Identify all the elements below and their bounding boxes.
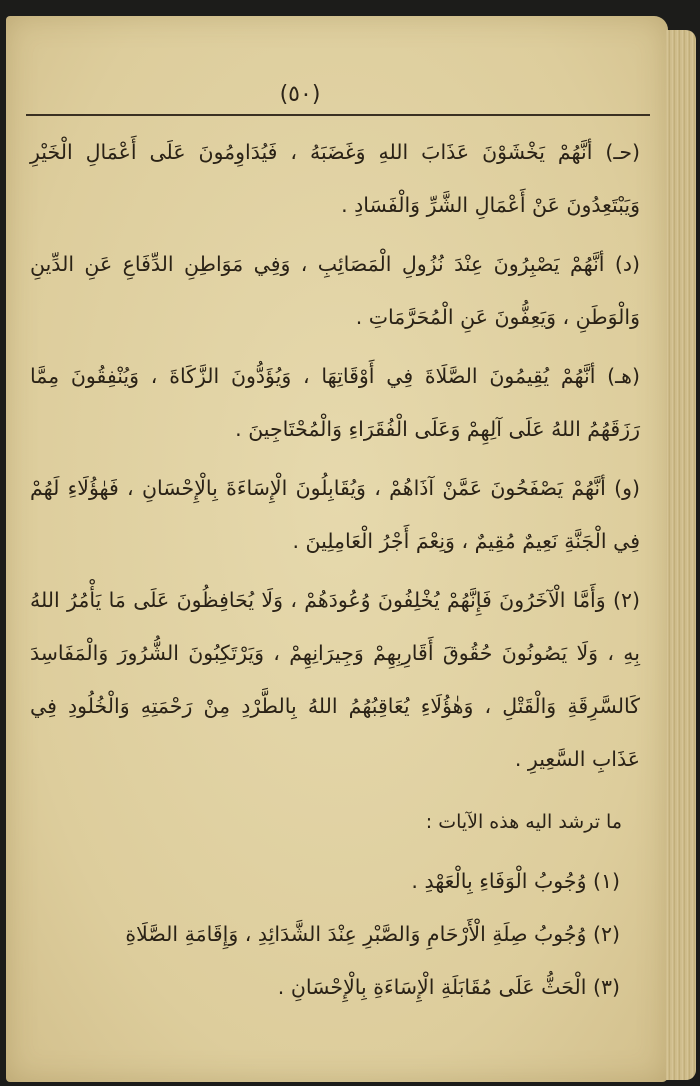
page-stack-edge: [666, 30, 696, 1080]
lesson-item-1: (١) وُجُوبُ الْوَفَاءِ بِالْعَهْدِ .: [411, 869, 620, 893]
lesson-item-2: (٢) وُجُوبُ صِلَةِ الْأَرْحَامِ وَالصَّبْرِ عِنْدَ الشَّدَائِدِ ، وَإِقَامَةِ الصَّلَاةِ: [125, 922, 620, 946]
paragraph-he: (هـ) أنَّهُمْ يُقِيمُونَ الصَّلَاةَ فِي أَوْقَاتِهَا ، وَيُؤَدُّونَ الزَّكَاةَ ، وَيُنْفِقُونَ مِمَّا رَزَقَهُمُ اللهُ عَلَى آلِهِمْ وَعَلَى الْفُقَرَاءِ وَالْمُحْتَاجِينَ .: [30, 364, 640, 441]
paragraph-ha: (حـ) أنَّهُمْ يَخْشَوْنَ عَذَابَ اللهِ وَغَضَبَهُ ، فَيُدَاوِمُونَ عَلَى أَعْمَالِ الْخَيْرِ وَيَبْتَعِدُونَ عَنْ أَعْمَالِ الشَّرِّ وَالْفَسَادِ .: [30, 140, 640, 217]
paragraph-waw: (و) أنَّهُمْ يَصْفَحُونَ عَمَّنْ آذَاهُمْ ، وَيُقَابِلُونَ الْإِسَاءَةَ بِالْإِحْسَانِ ، فَهٰؤُلَاءِ لَهُمْ فِي الْجَنَّةِ نَعِيمٌ مُقِيمٌ ، وَنِعْمَ أَجْرُ الْعَامِلِينَ .: [30, 476, 640, 553]
paragraph-others: (٢) وَأَمَّا الْآخَرُونَ فَإِنَّهُمْ يُخْلِفُونَ وُعُودَهُمْ ، وَلَا يُحَافِظُونَ عَلَى مَا يَأْمُرُ اللهُ بِهِ ، وَلَا يَصُونُونَ حُقُوقَ أَقَارِبِهِمْ وَجِيرَانِهِمْ ، وَيَرْتَكِبُونَ الشُّرُورَ وَالْمَفَاسِدَ كَالسَّرِقَةِ وَالْقَتْلِ ، وَهٰؤُلَاءِ يُعَاقِبُهُمُ اللهُ بِالطَّرْدِ مِنْ رَحْمَتِهِ وَالْخُلُودِ فِي عَذَابِ السَّعِيرِ .: [30, 588, 640, 771]
lesson-item-3: (٣) الْحَثُّ عَلَى مُقَابَلَةِ الْإِسَاءَةِ بِالْإِحْسَانِ .: [277, 975, 620, 999]
header-rule: [26, 114, 650, 116]
paragraph-dal: (د) أنَّهُمْ يَصْبِرُونَ عِنْدَ نُزُولِ الْمَصَائِبِ ، وَفِي مَوَاطِنِ الدِّفَاعِ عَنِ الدِّينِ وَالْوَطَنِ ، وَيَعِفُّونَ عَنِ الْمُحَرَّمَاتِ .: [30, 252, 640, 329]
page-number: (٥٠): [279, 82, 321, 107]
page-body: [30, 126, 640, 1014]
lessons-heading: ما ترشد اليه هذه الآيات :: [425, 811, 622, 833]
